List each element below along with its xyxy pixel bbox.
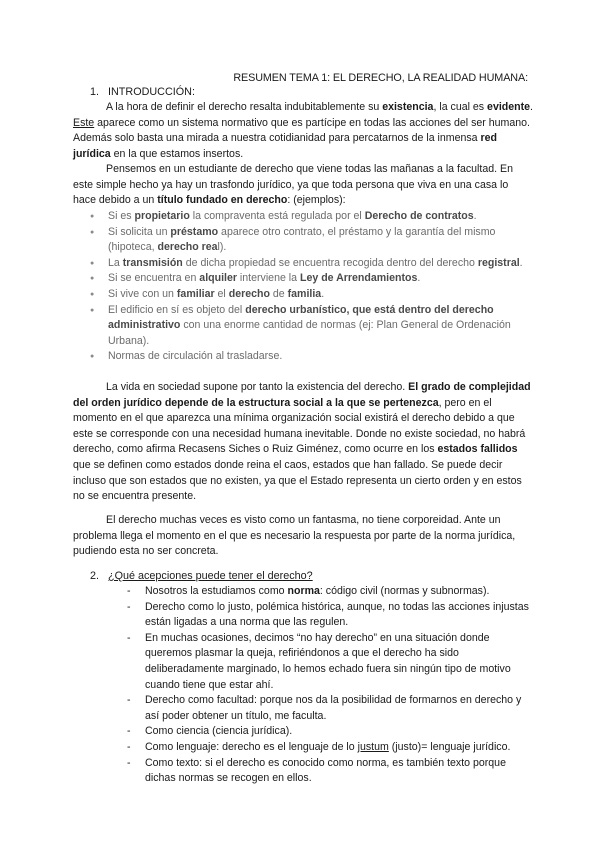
list-item: - Nosotros la estudiamos como norma: código civil (normas y subnormas). bbox=[127, 584, 537, 600]
list-item: ● Si es propietario la compraventa está regulada por el Derecho de contratos. bbox=[73, 209, 533, 225]
section-2-heading-text: ¿Qué acepciones puede tener el derecho? bbox=[108, 570, 313, 582]
section-2-heading bbox=[90, 570, 313, 582]
list-item: - Como lenguaje: derecho es el lenguaje de lo justum (justo)= lenguaje jurídico. bbox=[127, 740, 537, 756]
list-item: ● La transmisión de dicha propiedad se encuentra recogida dentro del derecho registral. bbox=[73, 256, 533, 272]
section-1-number: 1. bbox=[90, 86, 100, 98]
list-item: ● El edificio en sí es objeto del derecho urbanístico, que está dentro del derecho administrativo con una enorme cantidad de normas (ej: Plan General de Ordenación Urbana). bbox=[73, 303, 533, 350]
intro-paragraph-1: A la hora de definir el derecho resalta indubitablemente su existencia, la cual es evidente. Este aparece como un sistema normativo que es partícipe en todas las acciones del ser humano. Además solo basta una mirada a nuestra cotidianidad para percatarnos de la inmensa red jurídica en la que estamos insertos. bbox=[73, 101, 533, 160]
list-item: - Como ciencia (ciencia jurídica). bbox=[127, 724, 537, 740]
list-item: - Derecho como facultad: porque nos da la posibilidad de formarnos en derecho y así poder obtener un título, me faculta. bbox=[127, 693, 537, 724]
list-item: ● Si solicita un préstamo aparece otro contrato, el préstamo y la garantía del mismo (hipoteca, derecho real). bbox=[73, 225, 533, 256]
intro-paragraph-3: La vida en sociedad supone por tanto la existencia del derecho. El grado de complejidad del orden jurídico depende de la estructura social a la que se pertenezca, pero en el momento en el que aparezca una mínima organización social existirá el derecho debido a que este se corresponde con una necesidad humana inevitable. Donde no existe sociedad, no habrá derecho, como afirma Recasens Siches o Ruiz Giménez, como ocurre en los estados fallidos que se definen como estados donde reina el caos, estados que han fallado. Se puede decir incluso que son estados que no existen, ya que el Estado representa un cierto orden y en estos no se encuentra presente. bbox=[73, 381, 531, 503]
document-title: RESUMEN TEMA 1: EL DERECHO, LA REALIDAD HUMANA: bbox=[233, 72, 528, 84]
list-item: - Como texto: si el derecho es conocido como norma, es también texto porque dichas normas se recogen en ellos. bbox=[127, 756, 537, 787]
section-1-heading bbox=[90, 86, 195, 98]
intro-paragraph-4: El derecho muchas veces es visto como un fantasma, no tiene corporeidad. Ante un problema llega el momento en el que es necesario la respuesta por parte de la norma jurídica, pudiendo esta no ser concreta. bbox=[73, 514, 516, 558]
list-item: ● Normas de circulación al trasladarse. bbox=[73, 349, 533, 365]
list-item: - En muchas ocasiones, decimos “no hay derecho” en una situación donde queremos plasmar la queja, refiriéndonos a que el derecho ha sido deliberadamente marginado, lo hemos echado fuera sin ningún tipo de motivo cuando tiene que estar ahí. bbox=[127, 631, 537, 693]
list-item: ● Si vive con un familiar el derecho de familia. bbox=[73, 287, 533, 303]
list-item: ● Si se encuentra en alquiler interviene la Ley de Arrendamientos. bbox=[73, 271, 533, 287]
examples-bullet-list bbox=[73, 209, 533, 365]
meanings-dash-list bbox=[127, 584, 537, 787]
section-1-heading-text: INTRODUCCIÓN: bbox=[108, 86, 195, 98]
list-item: - Derecho como lo justo, polémica histórica, aunque, no todas las acciones injustas están ligadas a una norma que las regulen. bbox=[127, 600, 537, 631]
section-2-number: 2. bbox=[90, 570, 100, 582]
intro-paragraph-2: Pensemos en un estudiante de derecho que viene todas las mañanas a la facultad. En este simple hecho ya hay un trasfondo jurídico, ya que toda persona que viva en una casa lo hace debido a un título fundado en derecho: (ejemplos): bbox=[73, 163, 513, 207]
